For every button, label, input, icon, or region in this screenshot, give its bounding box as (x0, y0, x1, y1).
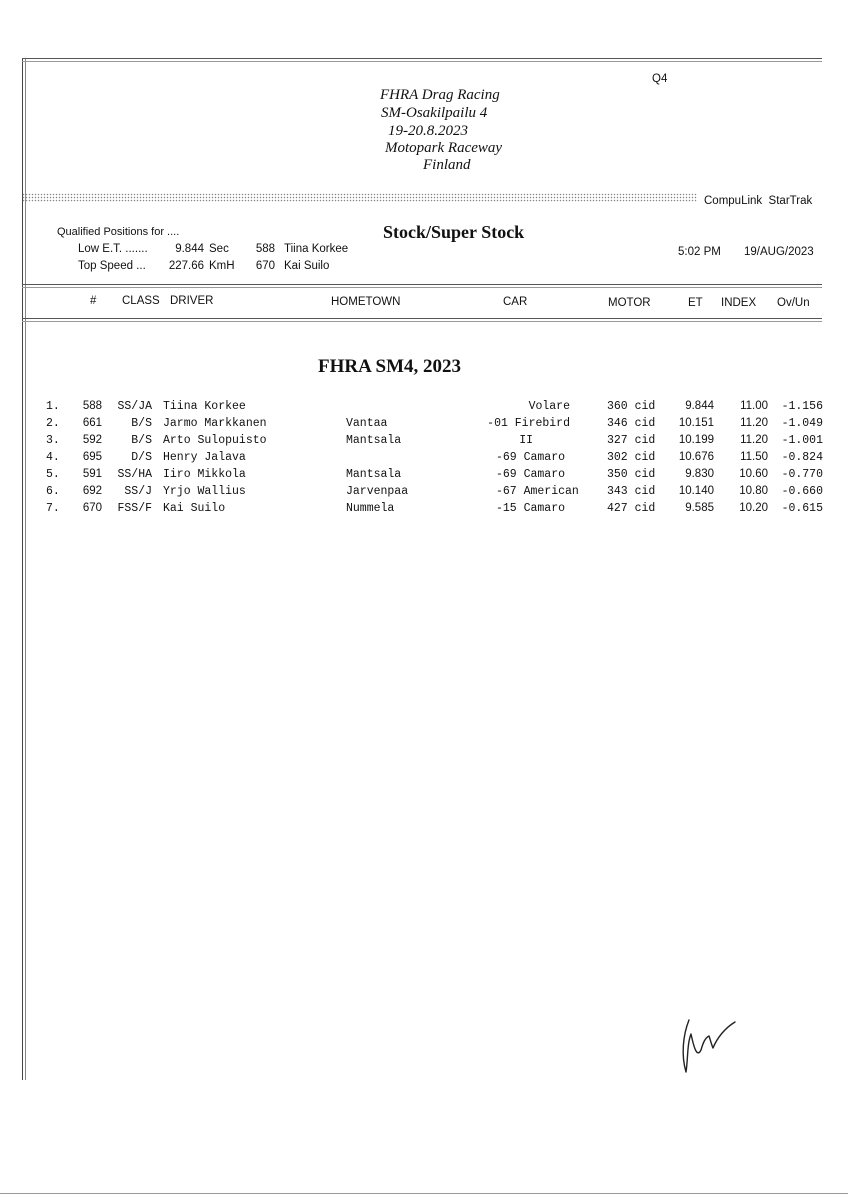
left-border (22, 58, 23, 1080)
cell-driver: Yrjo Wallius (163, 485, 246, 498)
cell-driver: Tiina Korkee (163, 400, 246, 413)
cell-hometown: Nummela (346, 502, 395, 515)
cell-num: 592 (82, 434, 102, 446)
top-rule (22, 58, 822, 59)
cell-driver: Arto Sulopuisto (163, 434, 267, 447)
cell-class: SS/J (124, 485, 152, 498)
col-class: CLASS (122, 295, 160, 307)
cell-pos: 7. (46, 502, 60, 515)
cell-class: SS/JA (117, 400, 152, 413)
cell-car: -01 Firebird (487, 417, 570, 430)
class-title: Stock/Super Stock (383, 222, 525, 242)
columns-rule-top (22, 284, 822, 285)
cell-ovun: -1.001 (781, 434, 823, 447)
qualified-label: Qualified Positions for .... (57, 226, 180, 238)
cell-pos: 6. (46, 485, 60, 498)
cell-pos: 4. (46, 451, 60, 464)
page-bottom-rule (0, 1193, 848, 1194)
cell-pos: 2. (46, 417, 60, 430)
round-label: Q4 (652, 73, 668, 85)
cell-et: 10.676 (678, 451, 714, 463)
cell-pos: 3. (46, 434, 60, 447)
cell-driver: Jarmo Markkanen (163, 417, 267, 430)
cell-et: 9.830 (685, 468, 714, 480)
top-speed-value: 227.66 (168, 260, 204, 272)
cell-et: 10.140 (678, 485, 714, 497)
top-speed-unit: KmH (209, 260, 235, 272)
low-et-driver: Tiina Korkee (284, 243, 349, 255)
col-driver: DRIVER (170, 295, 214, 307)
cell-index: 10.80 (739, 485, 768, 497)
cell-ovun: -1.156 (781, 400, 823, 413)
table-row (0, 468, 848, 484)
venue-name: Motopark Raceway (385, 140, 503, 156)
col-et: ET (688, 297, 703, 309)
signature-mark (675, 1010, 745, 1080)
cell-motor: 302 cid (607, 451, 656, 464)
report-time: 5:02 PM (678, 246, 721, 258)
cell-index: 10.20 (739, 502, 768, 514)
table-row (0, 417, 848, 433)
table-row (0, 502, 848, 518)
cell-pos: 5. (46, 468, 60, 481)
top-speed-label: Top Speed ... (78, 260, 146, 272)
cell-car: -69 Camaro (496, 451, 566, 464)
top-rule-inner (22, 61, 822, 62)
cell-motor: 360 cid (607, 400, 656, 413)
low-et-unit: Sec (209, 243, 229, 255)
cell-driver: Kai Suilo (163, 502, 226, 515)
cell-index: 10.60 (739, 468, 768, 480)
cell-car: -67 American (496, 485, 579, 498)
cell-class: SS/HA (117, 468, 152, 481)
cell-driver: Iiro Mikkola (163, 468, 246, 481)
cell-car: -15 Camaro (496, 502, 566, 515)
cell-num: 692 (82, 485, 102, 497)
event-dates: 19-20.8.2023 (388, 123, 468, 139)
cell-et: 9.585 (685, 502, 714, 514)
col-hometown: HOMETOWN (331, 296, 401, 308)
col-car: CAR (503, 296, 528, 308)
report-date: 19/AUG/2023 (744, 246, 814, 258)
cell-et: 10.199 (678, 434, 714, 446)
col-ovun: Ov/Un (777, 297, 810, 309)
event-title: SM-Osakilpailu 4 (381, 105, 488, 121)
cell-num: 588 (82, 400, 102, 412)
col-num: # (90, 295, 97, 307)
cell-car: Volare (528, 400, 570, 413)
cell-class: B/S (131, 417, 152, 430)
top-speed-num: 670 (255, 260, 275, 272)
col-motor: MOTOR (608, 297, 651, 309)
org-title: FHRA Drag Racing (380, 87, 500, 103)
columns-rule-bottom (22, 318, 822, 319)
cell-ovun: -0.615 (781, 502, 823, 515)
columns-rule-top-inner (22, 287, 822, 288)
dotted-band (22, 193, 697, 202)
cell-ovun: -0.770 (781, 468, 823, 481)
low-et-value: 9.844 (175, 243, 204, 255)
cell-pos: 1. (46, 400, 60, 413)
table-row (0, 485, 848, 501)
cell-ovun: -0.824 (781, 451, 823, 464)
cell-motor: 350 cid (607, 468, 656, 481)
cell-class: D/S (131, 451, 152, 464)
col-index: INDEX (721, 297, 757, 309)
cell-hometown: Vantaa (346, 417, 388, 430)
system-label: CompuLink StarTrak (704, 195, 813, 207)
cell-motor: 343 cid (607, 485, 656, 498)
cell-index: 11.20 (740, 434, 768, 446)
cell-num: 670 (82, 502, 102, 514)
cell-car: II (519, 434, 533, 447)
cell-ovun: -1.049 (781, 417, 823, 430)
left-border-inner (25, 58, 26, 1080)
cell-et: 9.844 (685, 400, 714, 412)
venue-country: Finland (423, 157, 471, 173)
section-title: FHRA SM4, 2023 (318, 356, 462, 377)
cell-hometown: Mantsala (346, 468, 402, 481)
cell-class: FSS/F (117, 502, 152, 515)
cell-et: 10.151 (678, 417, 714, 429)
cell-hometown: Jarvenpaa (346, 485, 409, 498)
cell-index: 11.00 (740, 400, 768, 412)
cell-driver: Henry Jalava (163, 451, 246, 464)
top-speed-driver: Kai Suilo (284, 260, 330, 272)
cell-index: 11.50 (740, 451, 768, 463)
low-et-num: 588 (255, 243, 275, 255)
cell-class: B/S (131, 434, 152, 447)
cell-num: 695 (82, 451, 102, 463)
table-row (0, 451, 848, 467)
cell-index: 11.20 (740, 417, 768, 429)
cell-num: 591 (82, 468, 102, 480)
cell-ovun: -0.660 (781, 485, 823, 498)
columns-rule-bottom-inner (22, 321, 822, 322)
cell-num: 661 (82, 417, 102, 429)
cell-motor: 346 cid (607, 417, 656, 430)
cell-car: -69 Camaro (496, 468, 566, 481)
low-et-label: Low E.T. ....... (78, 243, 148, 255)
table-row (0, 400, 848, 416)
cell-motor: 327 cid (607, 434, 656, 447)
cell-motor: 427 cid (607, 502, 656, 515)
table-row (0, 434, 848, 450)
cell-hometown: Mantsala (346, 434, 402, 447)
